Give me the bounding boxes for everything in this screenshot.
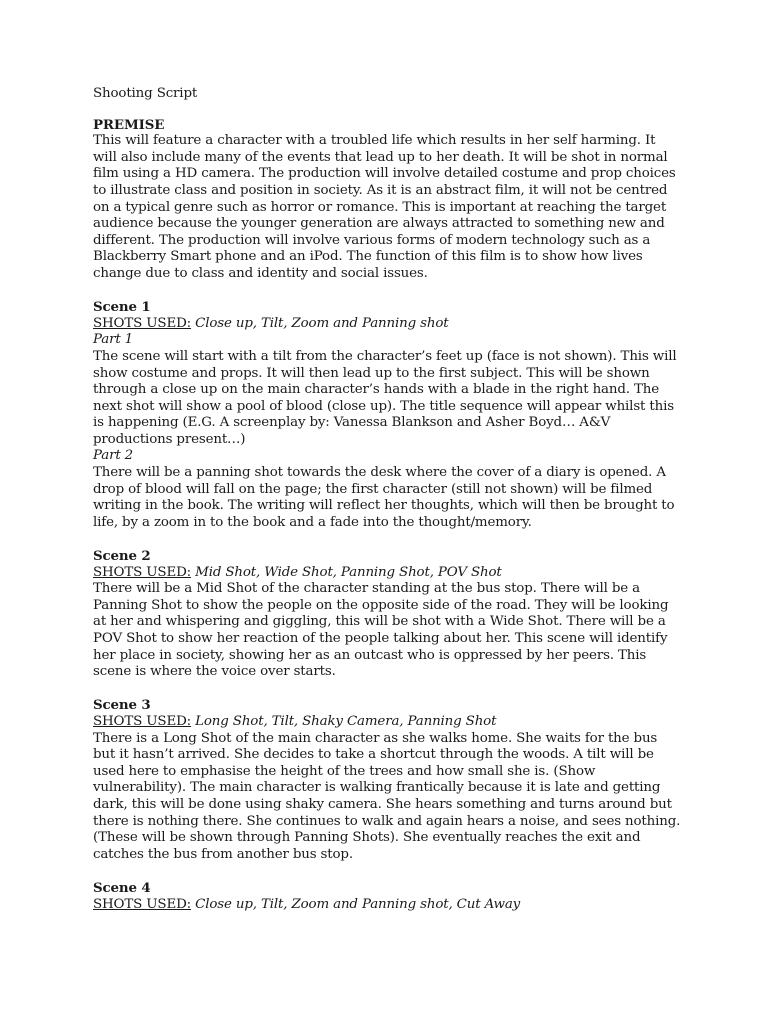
scene-3-section — [93, 697, 683, 863]
document-title: Shooting Script — [93, 86, 198, 101]
scene-1-part-1-label: Part 1 — [93, 332, 134, 348]
scene-1-part-2-body: There will be a panning shot towards the desk where the cover of a diary is opened. A drop of blood will fall on the page; the first character (still not shown) will be filmed writing in the book. The writing will reflect her thoughts, which will then be brought to life, by a zoom in to the book and a fade into the thought/memory. — [93, 465, 675, 530]
scene-2-heading: Scene 2 — [93, 548, 151, 565]
document-page — [93, 86, 683, 930]
scene-2-section — [93, 548, 683, 681]
scene-1-part-2-label: Part 2 — [93, 448, 134, 464]
scene-4-shots-line — [93, 897, 683, 914]
scene-2-shots-list: Mid Shot, Wide Shot, Panning Shot, POV Shot — [195, 564, 502, 580]
scene-4-shots-list: Close up, Tilt, Zoom and Panning shot, Cut Away — [195, 896, 521, 912]
scene-1-shots-list: Close up, Tilt, Zoom and Panning shot — [195, 315, 449, 331]
premise-section — [93, 117, 683, 283]
scene-3-shots-label: SHOTS USED: — [93, 713, 192, 729]
scene-1-heading: Scene 1 — [93, 299, 151, 316]
scene-2-shots-line — [93, 565, 683, 582]
scene-1-shots-line — [93, 316, 683, 333]
scene-3-shots-list: Long Shot, Tilt, Shaky Camera, Panning Shot — [195, 713, 497, 729]
scene-2-body: There will be a Mid Shot of the character standing at the bus stop. There will be a Panning Shot to show the people on the opposite side of the road. They will be looking at her and whispering and giggling, this will be shot with a Wide Shot. There will be a POV Shot to show her reaction of the people talking about her. This scene will identify her place in society, showing her as an outcast who is oppressed by her peers. This scene is where the voice over starts. — [93, 581, 669, 680]
scene-3-shots-line — [93, 714, 683, 731]
scene-2-shots-label: SHOTS USED: — [93, 564, 192, 580]
scene-3-body: There is a Long Shot of the main character as she walks home. She waits for the bus but it hasn’t arrived. She decides to take a shortcut through the woods. A tilt will be used here to emphasise the height of the trees and how small she is. (Show vulnerability). The main character is walking frantically because it is late and getting dark, this will be done using shaky camera. She hears something and turns around but there is nothing there. She continues to walk and again hears a noise, and sees nothing. (These will be shown through Panning Shots). She eventually reaches the exit and catches the bus from another bus stop. — [93, 730, 681, 862]
scene-4-section — [93, 880, 683, 913]
scene-1-section — [93, 299, 683, 531]
scene-1-part-1-body: The scene will start with a tilt from the character’s feet up (face is not shown). This will show costume and props. It will then lead up to the first subject. This will be shown through a close up on the main character’s hands with a blade in the right hand. The next shot will show a pool of blood (close up). The title sequence will appear whilst this is happening (E.G. A screenplay by: Vanessa Blankson and Asher Boyd… A&V productions present…) — [93, 348, 677, 447]
scene-3-heading: Scene 3 — [93, 697, 151, 714]
premise-heading: PREMISE — [93, 116, 165, 133]
scene-4-heading: Scene 4 — [93, 879, 151, 896]
scene-1-shots-label: SHOTS USED: — [93, 315, 192, 331]
scene-4-shots-label: SHOTS USED: — [93, 896, 192, 912]
premise-body: This will feature a character with a troubled life which results in her self harming. It will also include many of the events that lead up to her death. It will be shot in normal film using a HD camera. The production will involve detailed costume and prop choices to illustrate class and position in society. As it is an abstract film, it will not be centred on a typical genre such as horror or romance. This is important at reaching the target audience because the younger generation are always attracted to something new and different. The production will involve various forms of modern technology such as a Blackberry Smart phone and an iPod. The function of this film is to show how lives change due to class and identity and social issues. — [93, 133, 676, 281]
